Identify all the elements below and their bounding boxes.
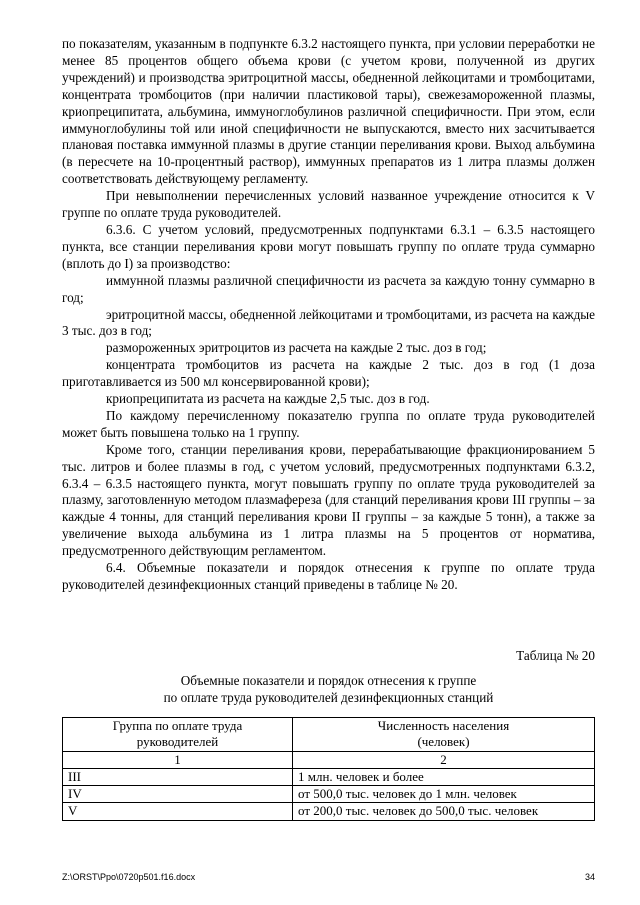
table-title [62,673,595,707]
table-number-label: Таблица № 20 [516,648,595,663]
paragraph: концентрата тромбоцитов из расчета на каждые 2 тыс. доз в год (1 доза приготавливается из 500 мл консервированной крови); [62,357,595,390]
paragraph: размороженных эритроцитов из расчета на каждые 2 тыс. доз в год; [106,340,487,356]
body-text [62,36,595,594]
column-number: 1 [63,751,293,768]
paragraph: 6.4. Объемные показатели и порядок отнесения к группе по оплате труда руководителей дезинфекционных станций приведены в таблице № 20. [62,560,595,592]
paragraph: 6.3.6. С учетом условий, предусмотренных подпунктами 6.3.1 – 6.3.5 настоящего пункта, все станции переливания крови могут повышать группу по оплате труда суммарно (вплоть до I) за производство: [62,221,595,271]
table-row [63,786,595,803]
table-row [63,803,595,820]
paragraph: По каждому перечисленному показателю группа по оплате труда руководителей может быть повышена только на 1 группу. [62,407,595,440]
page-number: 34 [584,872,595,882]
group-cell: IV [63,786,293,803]
paragraph: эритроцитной массы, обедненной лейкоцитами и тромбоцитами, из расчета на каждые 3 тыс. доз в год; [62,306,595,339]
paragraph: по показателям, указанным в подпункте 6.3.2 настоящего пункта, при условии переработки не менее 85 процентов общего объема крови (с учетом крови, полученной из других учреждений) и производства эритроцитной массы, обедненной лейкоцитами и тромбоцитами, концентрата тромбоцитов (при наличии пластиковой тары), свежезамороженной плазмы, криопреципитата, альбумина, иммуноглобулинов различной специфичности. При этом, если иммуноглобулины той или иной специфичности не выпускаются, вместо них засчитывается плановая поставка иммунной плазмы в другие станции переливания крови. Выход альбумина (в пересчете на 10-процентный раствор), иммунных препаратов из 1 литра плазмы должен соответствовать действующему регламенту. [62,36,595,187]
group-cell: III [63,768,293,785]
paragraph: криопреципитата из расчета на каждые 2,5 тыс. доз в год. [106,391,430,407]
table-header-row [63,718,595,752]
population-cell: 1 млн. человек и более [293,768,595,785]
footer-file-path: Z:\ORST\Ppo\0720p501.f16.docx [62,872,196,882]
header-text: Группа по оплате труда [112,718,243,733]
data-table [62,717,595,821]
header-text: Численность населения [377,718,510,733]
group-cell: V [63,803,293,820]
table-title-line: Объемные показатели и порядок отнесения к группе [180,673,477,688]
paragraph: При невыполнении перечисленных условий названное учреждение относится к V группе по оплате труда руководителей. [62,188,595,221]
table-row [63,768,595,785]
population-cell: от 200,0 тыс. человек до 500,0 тыс. человек [293,803,595,820]
table-header-cell [63,718,293,752]
header-text: руководителей [136,734,219,750]
paragraph: иммунной плазмы различной специфичности из расчета за каждую тонну суммарно в год; [62,272,595,305]
table-header-cell [293,718,595,752]
table-column-number-row [63,751,595,768]
paragraph: Кроме того, станции переливания крови, перерабатывающие фракционированием 5 тыс. литров и более плазмы в год, с учетом условий, предусмотренных подпунктами 6.3.2, 6.3.4 – 6.3.5 настоящего пункта, могут повышать группу по оплате труда руководителей за плазму, заготовленную методом плазмафереза (для станций переливания крови III группы – за каждые 4 тонны, для станций переливания крови II группы – за каждые 5 тонн), а также за увеличение выхода альбумина из 1 литра плазмы на 5 процентов от норматива, предусмотренного действующим регламентом. [62,441,595,559]
population-cell: от 500,0 тыс. человек до 1 млн. человек [293,786,595,803]
header-text: (человек) [417,734,470,750]
column-number: 2 [293,751,595,768]
table-title-line: по оплате труда руководителей дезинфекционных станций [163,689,494,705]
